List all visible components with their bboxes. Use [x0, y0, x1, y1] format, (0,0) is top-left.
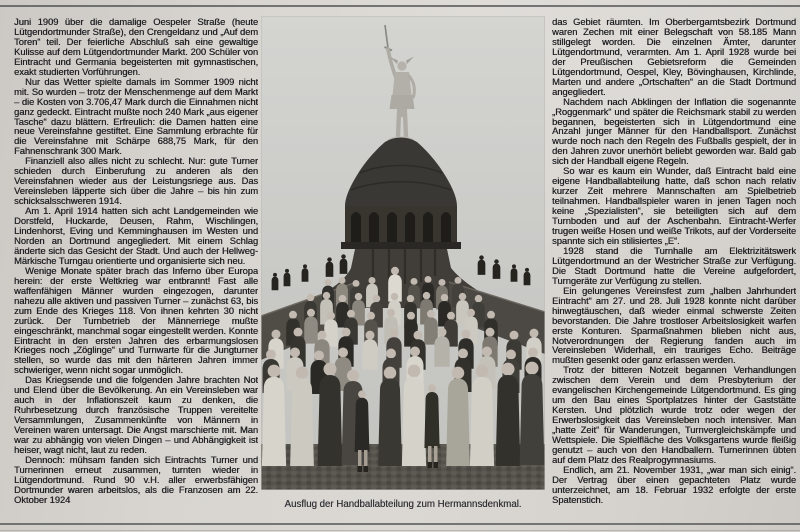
text-column-left	[14, 17, 258, 516]
paragraph: Ein gelungenes Vereinsfest zum „halben Jahrhundert Eintracht“ am 27. und 28. Juli 1928 konnte nicht darüber hinwegtäuschen, daß wieder einmal schwerste Zeiten bevorstanden. Die Jahre trostloser Arbeitslosigkeit warfen erste Konturen. Sparmaßnahmen blieben nicht aus, Notverordnungen der Regierung fanden auch im Vereinsleben Widerhall, ein trauriges Echo. Beiträge mußten gesenkt oder ganz erlassen werden.	[552, 284, 796, 366]
paragraph: das Gebiet räumten. Im Oberbergamtsbezirk Dortmund waren Zechen mit einer Belegschaft von 58.185 Mann stillgelegt worden. Die einzelnen Ämter, darunter Lütgendortmund, verarmten. Am 1. April 1928 wurde bei der Preußischen Gebietsreform die Gemeinden Lütgendortmund, Oespel, Kley, Bövinghausen, Kirchlinde, Marten und andere „Ortschaften“ an die Stadt Dortmund angegliedert.	[552, 17, 796, 97]
paragraph: Finanziell also alles nicht zu schlecht. Nur: gute Turner schieden durch Einberufung zu anderen als den Vereinsfahnen wieder aus der Leistungsriege aus. Das Vereinsleben läpperte sich über die Jahre – bis hin zum schicksalsschweren 1914.	[14, 155, 258, 207]
bottom-rule	[0, 523, 800, 525]
photo-caption: Ausflug der Handballabteilung zum Hermannsdenkmal.	[284, 499, 522, 510]
bottom-rule-faint	[0, 530, 800, 531]
paragraph: Endlich, am 21. November 1931, „war man sich einig“. Der Vertrag über einen gepachteten Platz wurde unterzeichnet, am 18. Februar 1932 erfolgte der erste Spatenstich.	[552, 463, 796, 505]
paragraph: So war es kaum ein Wunder, daß Eintracht bald eine eigene Handballabteilung hatte, daß schon nach relativ kurzer Zeit mehrere Mannschaften am Spielbetrieb teilnahmen. Handballspieler waren in jenen Tagen noch keine „Spezialisten“, sie beteiligten sich auf dem Turnboden und auf der Aschenbahn. Eintracht-Werfer trugen weiße Hosen und weiße Trikots, auf der Vorderseite spannte sich ein stilisiertes „E“.	[552, 165, 796, 246]
text-column-right	[552, 17, 796, 516]
photo-illustration	[261, 16, 545, 490]
group-photo	[261, 16, 545, 490]
paragraph: Dennoch: mühsam fanden sich Eintrachts Turner und Turnerinnen erneut zusammen, turnten wieder in Lütgendortmund. Rund 90 v.H. aller erwerbsfähigen Dortmunder waren arbeitslos, als die Franzosen am 22. Oktober 1924	[14, 453, 258, 505]
paragraph: Das Kriegsende und die folgenden Jahre brachten Not und Elend über die Bevölkerung. An ein Vereinsleben war auch in der Inflationszeit kaum zu denken, die Ruhrbesetzung durch französische Truppen vereitelte Versammlungen, Zusammenkünfte von Männern in Vereinen waren untersagt. Die Angst marschierte mit. Man war zu abhängig von vielen Dingen – und Abhängigkeit ist heiser, wagt nicht, laut zu reden.	[14, 374, 258, 455]
paragraph: Nur das Wetter spielte damals im Sommer 1909 nicht mit. So wurden – trotz der Menschenmenge auf dem Markt – die Kosten von 3.706,47 Mark durch die Einnahmen nicht ganz gedeckt. Eintracht mußte noch 240 Mark „aus eigener Tasche“ dazu blättern. Erfreulich: die Damen hatten eine neue Vereinsfahne gestiftet. Eine Sammlung erbrachte für die Vereinsfahne mit Schärpe 688,75 Mark, für den Fahnenschrank 300 Mark.	[14, 75, 258, 157]
paragraph: Trotz der bitteren Notzeit begannen Verhandlungen zwischen dem Verein und dem Presbyterium der evangelischen Kirchengemeinde Lütgendortmund. Es ging um den Bau eines Sportplatzes hinter der Gaststätte Kersten. Und plötzlich wurde trotz oder wegen der Erwerbslosigkeit das Vereinsleben noch intensiver. Man „hatte Zeit“ für Wanderungen, Turnvergleichskämpfe und Wettspiele. Die Spielfläche des Volksgartens wurde fleißig genutzt – auch von den Handballern. Turnerinnen übten auf dem Platz des Realprogymnasiums.	[552, 364, 796, 465]
paragraph: Nachdem nach Abklingen der Inflation die sogenannte „Roggenmark“ und später die Reichsmark stabil zu werden begannen, begeisterten sich in Lütgendortmund eine Anzahl junger Männer für den Handballsport. Zunächst wurde noch nach den Regeln des Fußballs gespielt, der in den Jahren zuvor unerhört beliebt geworden war. Bald gab sich der Handball eigene Regeln.	[552, 95, 796, 167]
paragraph: Juni 1909 über die damalige Oespeler Straße (heute Lütgendortmunder Straße), den Crengeldanz und „Auf dem Toren“ teil. Der feierliche Abschluß sah eine gewaltige Kulisse auf dem Lütgendortmunder Markt. 200 Schüler von Eintracht und Germania begeisterten mit gymnastischen, exakt studierten Vorführungen.	[14, 17, 258, 77]
paragraph: Wenige Monate später brach das Inferno über Europa herein: der erste Weltkrieg war entbrannt! Fast alle waffenfähigen Männer wurden eingezogen, darunter nahezu alle aktiven und passiven Turner – zunächst 63, bis zum Ende des Krieges 118. Von ihnen kehrten 30 nicht zurück. Der Turnbetrieb der Männerriege mußte eingeschränkt, manchmal sogar eingestellt werden. Konnte Eintracht in den ersten Jahren des erbarmungslosen Krieges noch „Zöglinge“ und Turnwarte für die Jungturner stellen, so wurde das mit den härteren Jahren immer schwieriger, wenn nicht sogar unmöglich.	[14, 264, 258, 376]
paragraph: 1928 stand die Turnhalle am Elektrizitätswerk Lütgendortmund an der Westricher Straße zur Verfügung. Die Stadt Dortmund hatte die Vereine aufgefordert, Turngeräte zur Verfügung zu stellen.	[552, 244, 796, 286]
top-rule	[0, 5, 800, 7]
paragraph: Am 1. April 1914 hatten sich acht Landgemeinden wie Dorstfeld, Huckarde, Deusen, Rahm, Wischlingen, Lindenhorst, Eving und Kemminghausen im Westen und Norden an Dortmund angegliedert. Mit einem Schlag änderte sich das Gesicht der Stadt. Und auch der Hellweg-Märkische Turngau orientierte und organisierte sich neu.	[14, 205, 258, 266]
